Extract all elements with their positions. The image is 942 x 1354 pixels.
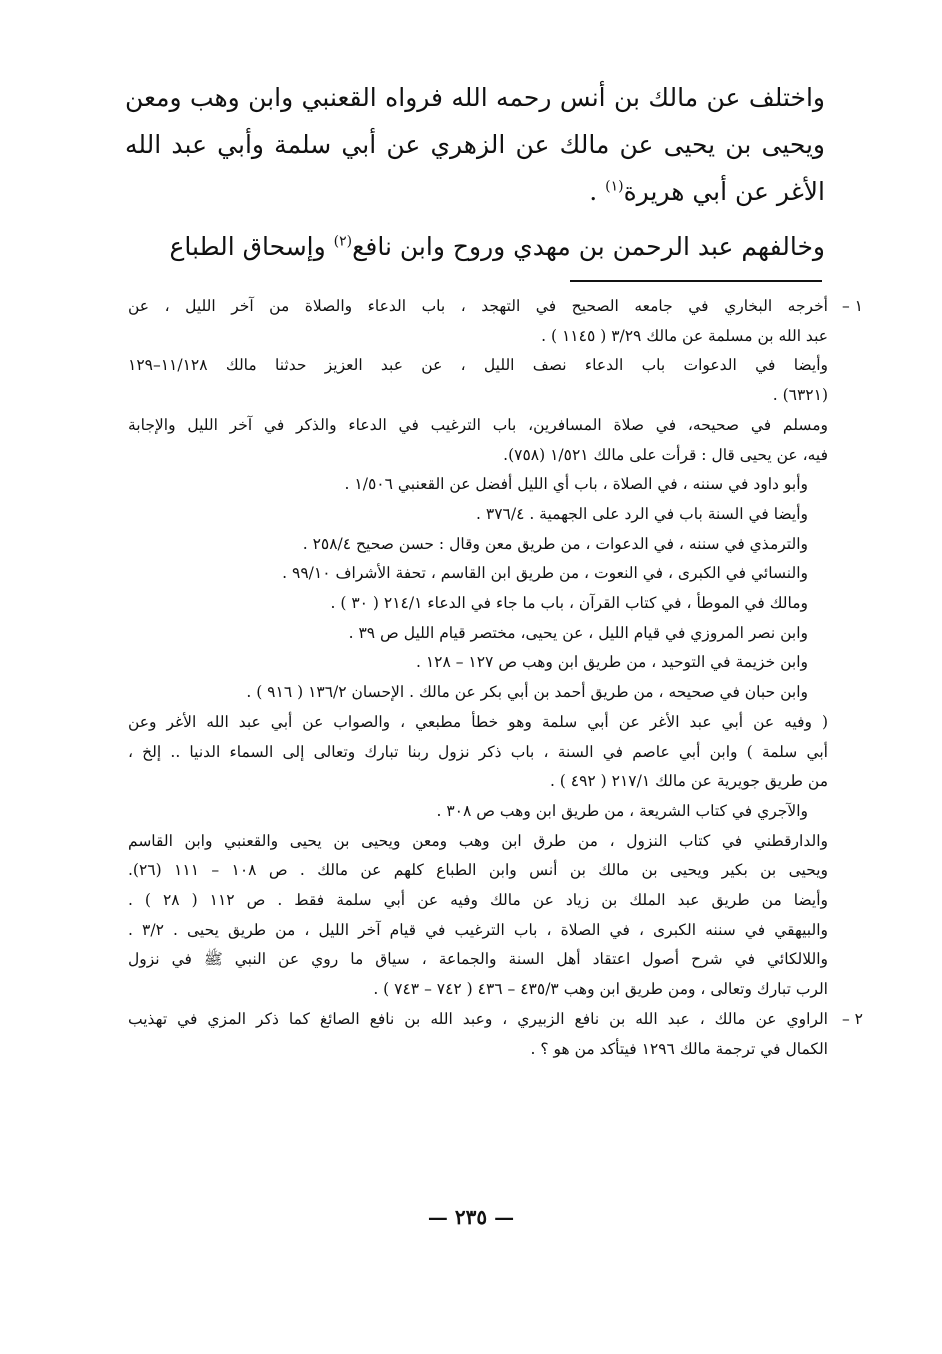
- footnote-line: وابن خزيمة في التوحيد ، من طريق ابن وهب ص ١٢٧ – ١٢٨ .: [415, 653, 808, 672]
- text-line: .: [589, 177, 606, 206]
- footnote-number: ٢ –: [841, 1009, 863, 1028]
- text-line: أبي هريرة: [623, 177, 728, 206]
- footnote-line: الرب تبارك وتعالى ، ومن طريق ابن وهب ٤٣٥/٣ – ٤٣٦ ( ٧٤٢ – ٧٤٣ ) .: [373, 980, 828, 999]
- footnote-line: ( وفيه عن أبي عبد الأغر عن أبي سلمة وهو خطأ مطبعي ، والصواب عن أبي عبد الله الأغر وعن: [128, 712, 828, 731]
- footnote-line: الكمال في ترجمة مالك ١٢٩٦ فيتأكد من هو ؟ .: [530, 1039, 828, 1058]
- footnote-line: وابن نصر المروزي في قيام الليل ، عن يحيى، مختصر قيام الليل ص ٣٩ .: [348, 623, 808, 642]
- footnote-reference: (١): [605, 178, 624, 195]
- footnote-reference: (٢): [333, 233, 353, 250]
- footnote-line: والنسائي في الكبرى ، في النعوت ، من طريق ابن القاسم ، تحفة الأشراف ٩٩/١٠ .: [282, 564, 808, 583]
- text-line: ويحيى بن يحيى عن مالك عن الزهري عن أبي سلمة وأبي عبد الله الأغر عن: [125, 130, 825, 206]
- footnote-line: وأيضا في الدعوات باب الدعاء نصف الليل ، عن عبد العزيز حدثنا مالك ١١/١٢٨–١٢٩: [128, 356, 828, 375]
- footnote-number: ١ –: [841, 297, 863, 315]
- footnote-line: والبيهقي في سننه الكبرى ، في الصلاة ، باب الترغيب في قيام آخر الليل ، من طريق يحيى . ٣/٢ .: [128, 920, 828, 939]
- footnotes: [128, 292, 863, 1064]
- footnote-line: أخرجه البخاري في جامعه الصحيح في التهجد ، باب الدعاء والصلاة من آخر الليل ، عن: [128, 297, 828, 315]
- footnote-line: من طريق جويرية عن مالك ٢١٧/١ ( ٤٩٢ ) .: [549, 772, 828, 791]
- footnote-line: والترمذي في سننه ، في الدعوات ، من طريق معن وقال : حسن صحيح ٢٥٨/٤ .: [302, 534, 808, 553]
- text-line: وإسحاق الطباع: [169, 232, 334, 261]
- footnote-line: عبد الله بن مسلمة عن مالك ٣/٢٩ ( ١١٤٥ ) .: [541, 326, 828, 345]
- text-line: واختلف عن مالك بن أنس رحمه الله فرواه القعنبي وابن وهب ومعن: [125, 83, 825, 112]
- footnote-line: الراوي عن مالك ، عبد الله بن نافع الزبيري ، وعبد الله بن نافع الصائغ كما ذكر المزي في تهذيب: [128, 1009, 828, 1028]
- footnote-line: أبي سلمة ) وابن أبي عاصم في السنة ، باب ذكر نزول ربنا تبارك وتعالى إلى السماء الدنيا .. إلخ ،: [128, 742, 828, 761]
- footnote: [128, 292, 863, 1005]
- footnote-line: وأيضا من طريق عبد الملك بن زياد عن مالك وفيه عن أبي سلمة فقط . ص ١١٢ ( ٢٨ ) .: [128, 891, 829, 910]
- footnote-line: والدارقطني في كتاب النزول ، من طرق ابن وهب ومعن ويحيى بن يحيى والقعنبي وابن القاسم: [128, 831, 828, 850]
- paragraph-1: [125, 74, 825, 215]
- footnote-line: والآجري في كتاب الشريعة ، من طريق ابن وهب ص ٣٠٨ .: [436, 801, 808, 820]
- footnote-line: ومسلم في صحيحه، في صلاة المسافرين، باب الترغيب في الدعاء والذكر في آخر الليل والإجابة: [128, 415, 828, 434]
- footnote-line: وابن حبان في صحيحه ، من طريق أحمد بن أبي بكر عن مالك . الإحسان ١٣٦/٢ ( ٩١٦ ) .: [246, 683, 808, 702]
- footnote-line: ومالك في الموطأ ، في كتاب القرآن ، باب ما جاء في الدعاء ٢١٤/١ ( ٣٠ ) .: [330, 594, 808, 613]
- footnote-line: (٦٣٢١) .: [772, 386, 828, 405]
- footnote-line: وأيضا في السنة باب في الرد على الجهمية . ٣٧٦/٤ .: [476, 504, 808, 523]
- paragraph-2: [125, 223, 825, 270]
- footnote-separator: [570, 280, 822, 282]
- footnote: [128, 1005, 863, 1064]
- footnote-line: ويحيى بن بكير ويحيى بن مالك بن أنس وابن الطباع كلهم عن مالك . ص ١٠٨ – ١١١ (٢٦).: [128, 861, 828, 880]
- footnote-line: وأبو داود في سننه ، في الصلاة ، باب أي الليل أفضل عن القعنبي ١/٥٠٦ .: [344, 475, 808, 494]
- footnote-line: فيه، عن يحيى قال : قرأت على مالك ١/٥٢١ (٧٥٨).: [503, 445, 828, 464]
- main-text: [125, 74, 825, 270]
- footnote-line: واللالكائي في شرح أصول اعتقاد أهل السنة والجماعة ، سياق ما روي عن النبي ﷺ في نزول: [128, 950, 828, 969]
- page-number: — ٢٣٥ —: [427, 1205, 515, 1229]
- text-line: وخالفهم عبد الرحمن بن مهدي وروح وابن نافع: [352, 232, 825, 261]
